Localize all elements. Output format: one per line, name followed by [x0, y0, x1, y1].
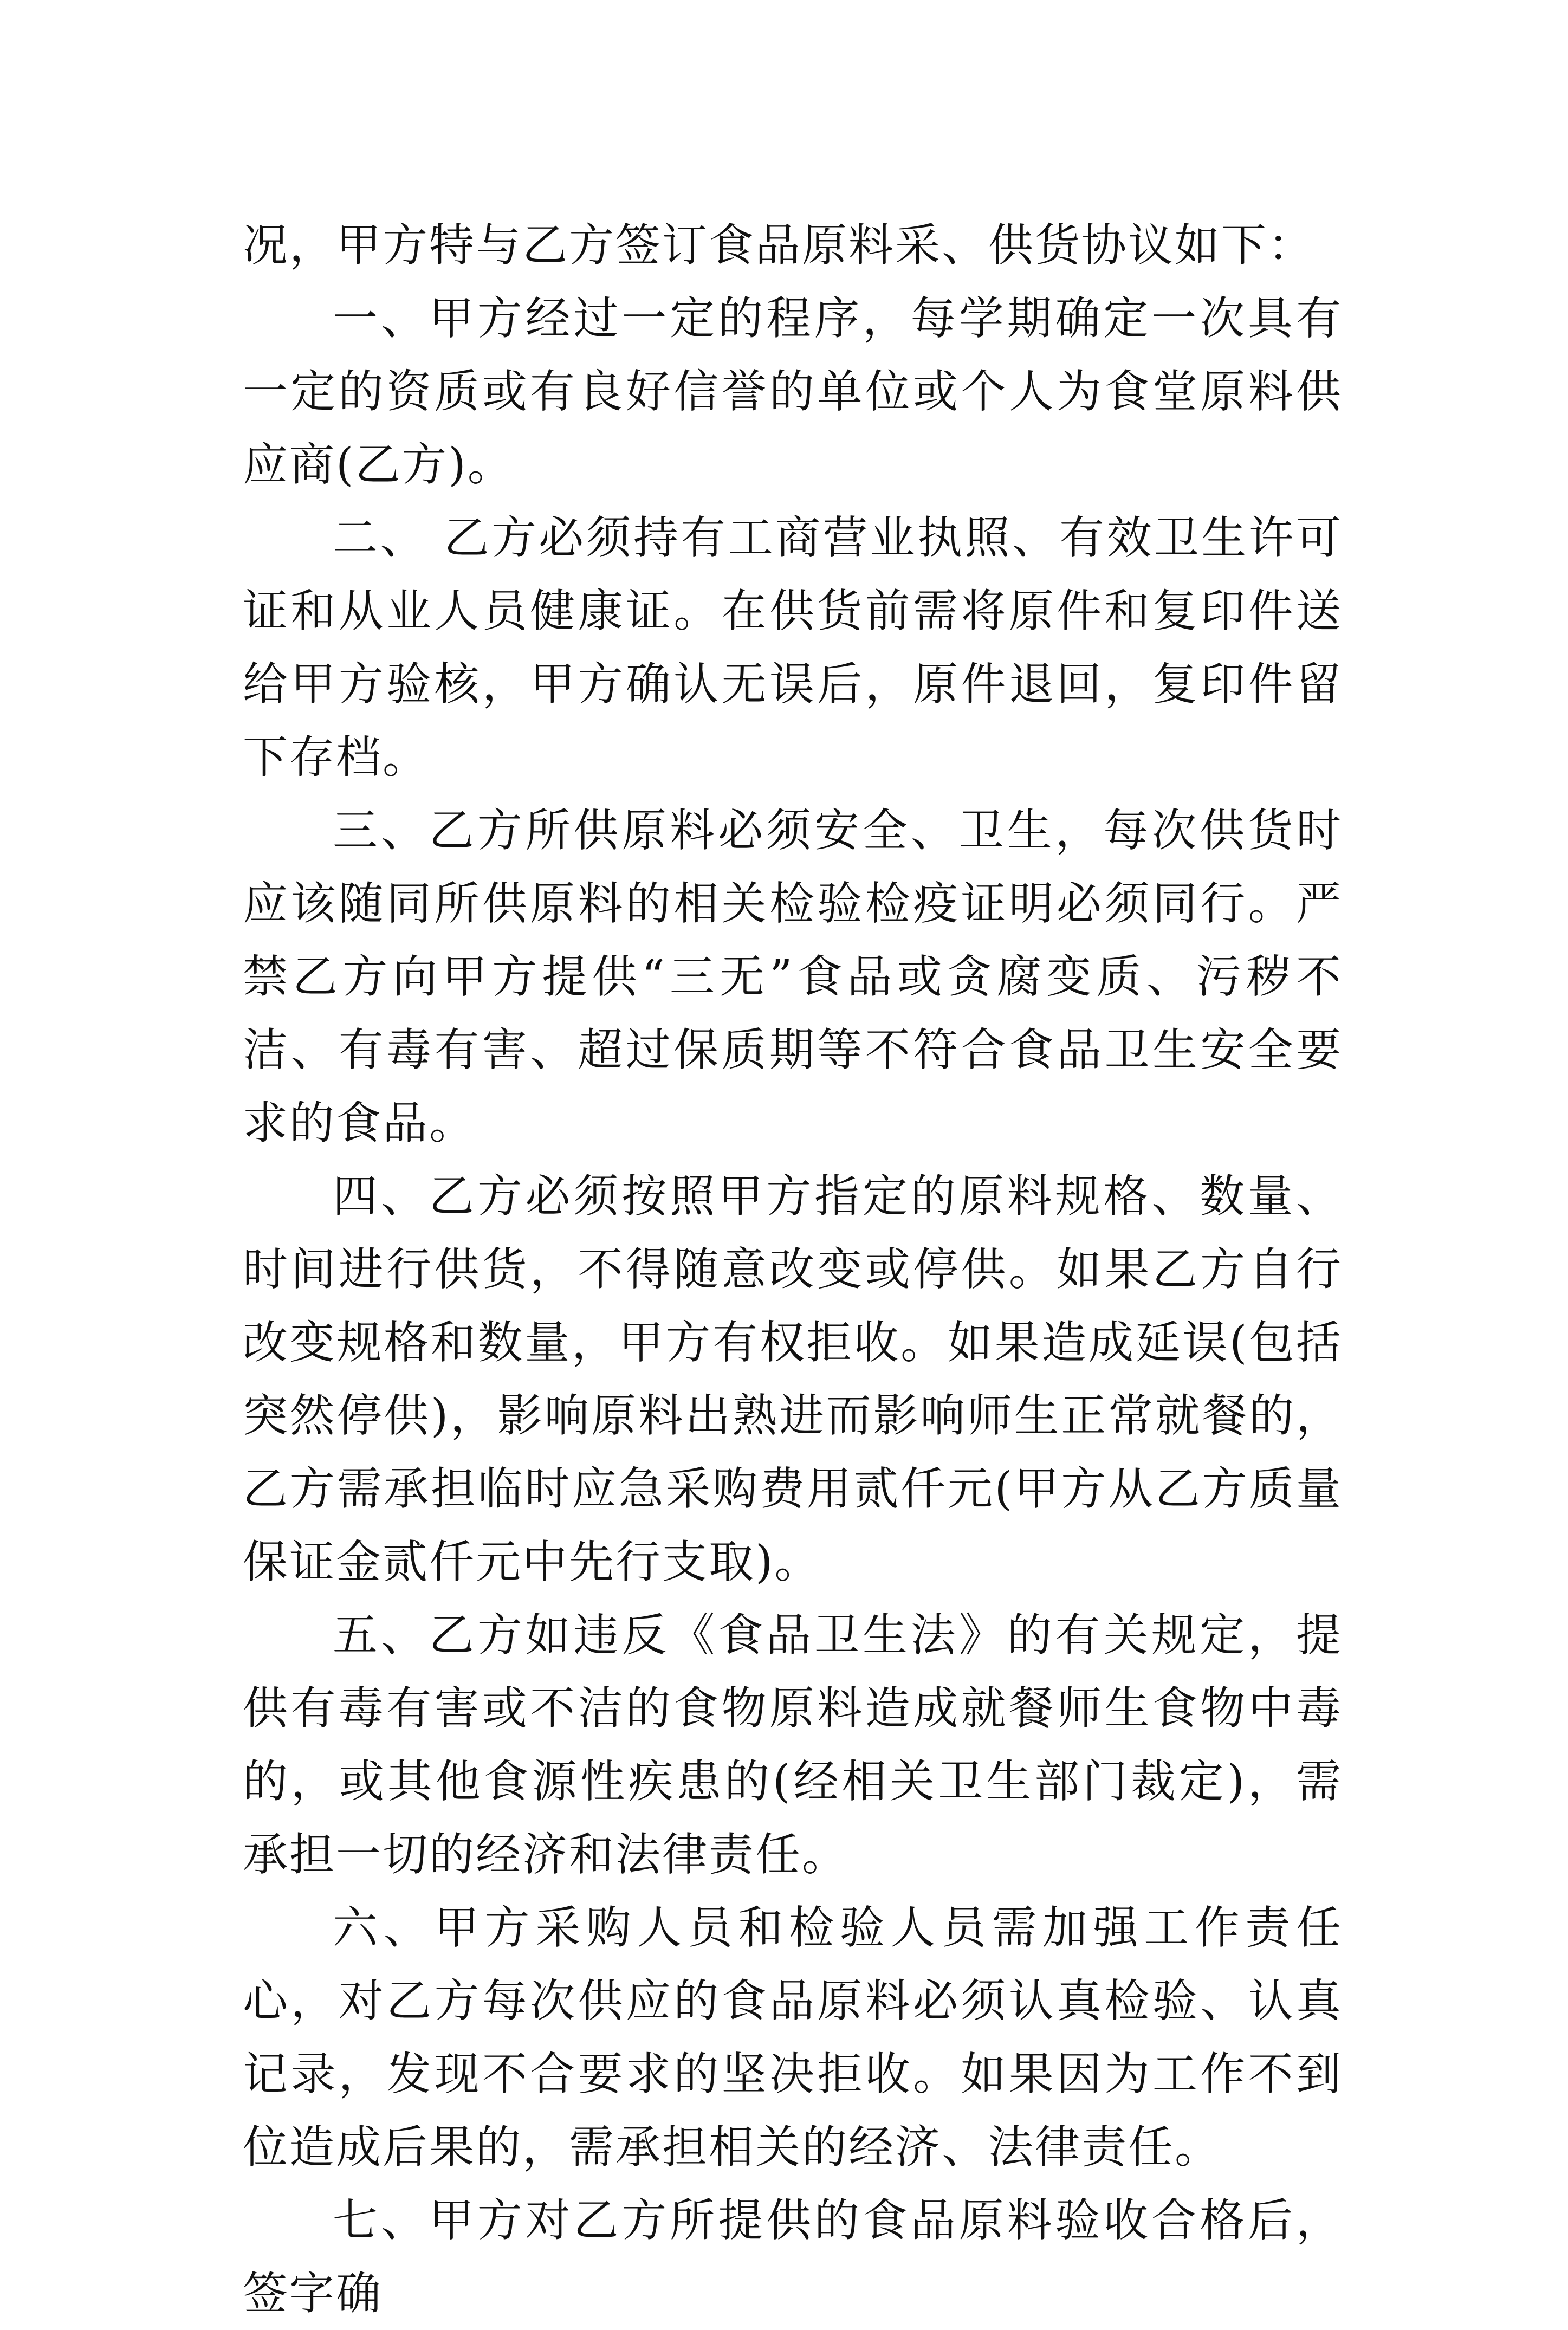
paragraph-clause-5: 五、乙方如违反《食品卫生法》的有关规定，提供有毒有害或不洁的食物原料造成就餐师生食物中毒的，或其他食源性疾患的(经相关卫生部门裁定)，需承担一切的经济和法律责任。 — [243, 1609, 1343, 1881]
paragraph-continuation: 况，甲方特与乙方签订食品原料采、供货协议如下： — [243, 219, 1314, 271]
paragraph-clause-1: 一、甲方经过一定的程序，每学期确定一次具有一定的资质或有良好信誉的单位或个人为食堂原料供应商(乙方)。 — [243, 292, 1343, 491]
document-body — [243, 209, 1343, 2330]
paragraph-clause-7: 七、甲方对乙方所提供的食品原料验收合格后，签字确 — [243, 2194, 1343, 2320]
paragraph-clause-4: 四、乙方必须按照甲方指定的原料规格、数量、时间进行供货，不得随意改变或停供。如果乙方自行改变规格和数量，甲方有权拒收。如果造成延误(包括突然停供)，影响原料出熟进而影响师生正常就餐的，乙方需承担临时应急采购费用贰仟元(甲方从乙方质量保证金贰仟元中先行支取)。 — [243, 1170, 1343, 1588]
paragraph-clause-6: 六、甲方采购人员和检验人员需加强工作责任心，对乙方每次供应的食品原料必须认真检验、认真记录，发现不合要求的坚决拒收。如果因为工作不到位造成后果的，需承担相关的经济、法律责任。 — [243, 1901, 1343, 2173]
paragraph-clause-3: 三、乙方所供原料必须安全、卫生，每次供货时应该随同所供原料的相关检验检疫证明必须同行。严禁乙方向甲方提供“三无”食品或贪腐变质、污秽不洁、有毒有害、超过保质期等不符合食品卫生安全要求的食品。 — [243, 804, 1343, 1149]
paragraph-clause-2: 二、 乙方必须持有工商营业执照、有效卫生许可证和从业人员健康证。在供货前需将原件和复印件送给甲方验核，甲方确认无误后，原件退回，复印件留下存档。 — [243, 512, 1343, 784]
